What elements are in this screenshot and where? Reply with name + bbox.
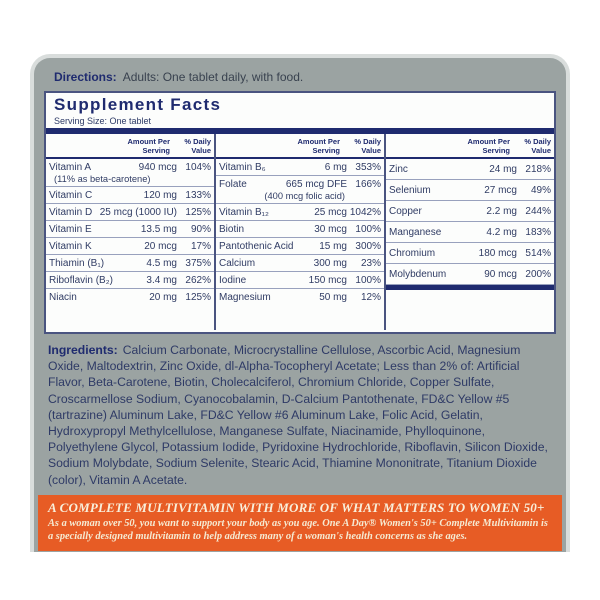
nutrient-amount: 90 mcg bbox=[484, 268, 517, 280]
nutrient-name: Magnesium bbox=[219, 291, 271, 303]
nutrient-name: Iodine bbox=[219, 274, 247, 286]
nutrient-daily-value: 23% bbox=[360, 257, 381, 269]
nutrient-amount: 27 mcg bbox=[484, 184, 517, 196]
nutrient-daily-value: 514% bbox=[525, 247, 551, 259]
directions-label: Directions: bbox=[54, 70, 117, 84]
nutrient-row bbox=[46, 255, 214, 272]
nutrient-daily-value: 100% bbox=[355, 274, 381, 286]
nutrient-row bbox=[216, 159, 384, 176]
nutrient-daily-value: 183% bbox=[525, 226, 551, 238]
column-header bbox=[216, 134, 384, 159]
nutrient-name: Folate bbox=[219, 178, 247, 190]
nutrient-note: (400 mcg folic acid) bbox=[264, 190, 345, 201]
nutrient-name: Biotin bbox=[219, 223, 245, 235]
nutrient-amount: 15 mg bbox=[319, 240, 347, 252]
table-end-bar bbox=[386, 285, 554, 290]
nutrient-amount: 13.5 mg bbox=[140, 223, 177, 235]
amount-per-serving-header: Amount Per Serving bbox=[297, 136, 340, 155]
nutrient-daily-value: 375% bbox=[185, 257, 211, 269]
column-header bbox=[46, 134, 214, 159]
nutrient-row bbox=[216, 289, 384, 305]
nutrient-daily-value: 104% bbox=[185, 161, 211, 173]
nutrient-amount: 25 mcg (1000 IU) bbox=[99, 206, 177, 218]
supplement-label bbox=[30, 54, 570, 552]
nutrient-row bbox=[46, 187, 214, 204]
nutrient-name: Riboflavin (B₂) bbox=[49, 274, 113, 286]
nutrient-name: Vitamin K bbox=[49, 240, 92, 252]
directions-line bbox=[54, 70, 550, 84]
nutrient-rows bbox=[46, 159, 214, 330]
amount-per-serving-header: Amount Per Serving bbox=[467, 136, 510, 155]
banner-title: A COMPLETE MULTIVITAMIN WITH MORE OF WHAT MATTERS TO WOMEN 50+ bbox=[48, 499, 545, 515]
ingredients-label: Ingredients: bbox=[48, 343, 118, 357]
nutrient-row bbox=[216, 255, 384, 272]
nutrient-daily-value: 49% bbox=[530, 184, 551, 196]
nutrient-amount: 30 mcg bbox=[314, 223, 347, 235]
nutrient-row bbox=[386, 222, 554, 243]
nutrient-row bbox=[216, 176, 384, 204]
ingredients-section bbox=[48, 342, 552, 488]
nutrient-name: Pantothenic Acid bbox=[219, 240, 294, 252]
nutrient-row bbox=[216, 272, 384, 289]
nutrient-amount: 665 mcg DFE bbox=[285, 178, 347, 190]
nutrient-row bbox=[386, 159, 554, 180]
nutrient-row bbox=[46, 272, 214, 289]
nutrient-daily-value: 1042% bbox=[349, 206, 381, 218]
nutrient-row bbox=[386, 243, 554, 264]
nutrient-amount: 50 mg bbox=[319, 291, 347, 303]
nutrient-daily-value: 244% bbox=[525, 205, 551, 217]
nutrient-note: (11% as beta-carotene) bbox=[54, 173, 151, 184]
nutrient-amount: 4.2 mg bbox=[486, 226, 517, 238]
nutrient-daily-value: 300% bbox=[355, 240, 381, 252]
marketing-banner bbox=[38, 495, 562, 551]
nutrient-amount: 2.2 mg bbox=[486, 205, 517, 217]
nutrient-rows bbox=[216, 159, 384, 330]
nutrient-name: Chromium bbox=[389, 247, 436, 259]
nutrient-amount: 24 mg bbox=[489, 163, 517, 175]
nutrient-row bbox=[216, 238, 384, 255]
nutrient-daily-value: 17% bbox=[190, 240, 211, 252]
nutrient-name: Vitamin A bbox=[49, 161, 92, 173]
nutrient-amount: 300 mg bbox=[313, 257, 347, 269]
facts-column-1 bbox=[46, 134, 216, 330]
daily-value-header: % Daily Value bbox=[354, 136, 381, 155]
amount-per-serving-header: Amount Per Serving bbox=[127, 136, 170, 155]
nutrient-amount: 120 mg bbox=[143, 189, 177, 201]
nutrient-daily-value: 125% bbox=[185, 291, 211, 303]
nutrient-name: Thiamin (B₁) bbox=[49, 257, 105, 269]
supplement-facts-title: Supplement Facts bbox=[54, 95, 222, 114]
nutrient-row bbox=[46, 159, 214, 187]
nutrient-daily-value: 90% bbox=[190, 223, 211, 235]
nutrient-daily-value: 125% bbox=[185, 206, 211, 218]
directions-text: Adults: One tablet daily, with food. bbox=[122, 70, 304, 84]
nutrient-name: Copper bbox=[389, 205, 422, 217]
nutrient-name: Molybdenum bbox=[389, 268, 447, 280]
nutrient-amount: 180 mcg bbox=[478, 247, 517, 259]
nutrient-name: Selenium bbox=[389, 184, 431, 196]
nutrient-rows bbox=[386, 159, 554, 330]
nutrient-row bbox=[386, 180, 554, 201]
nutrient-amount: 3.4 mg bbox=[146, 274, 177, 286]
serving-size: Serving Size: One tablet bbox=[54, 115, 152, 126]
nutrient-amount: 940 mcg bbox=[138, 161, 177, 173]
nutrient-daily-value: 133% bbox=[185, 189, 211, 201]
nutrient-daily-value: 218% bbox=[525, 163, 551, 175]
nutrient-row bbox=[386, 264, 554, 285]
nutrient-daily-value: 200% bbox=[525, 268, 551, 280]
nutrient-amount: 6 mg bbox=[324, 161, 347, 173]
nutrient-row bbox=[46, 289, 214, 305]
nutrient-amount: 25 mcg bbox=[314, 206, 347, 218]
nutrient-name: Calcium bbox=[219, 257, 256, 269]
facts-columns bbox=[46, 134, 554, 330]
daily-value-header: % Daily Value bbox=[184, 136, 211, 155]
nutrient-row bbox=[216, 204, 384, 221]
nutrient-amount: 4.5 mg bbox=[146, 257, 177, 269]
banner-body: As a woman over 50, you want to support your body as you age. One A Day® Women's 50+ Complete Multivitamin is a specially designed multivitamin to help address many of a woman's health concerns as she ages. bbox=[48, 517, 548, 542]
nutrient-amount: 150 mcg bbox=[308, 274, 347, 286]
facts-column-3 bbox=[386, 134, 554, 330]
nutrient-amount: 20 mg bbox=[149, 291, 177, 303]
nutrient-row bbox=[386, 201, 554, 222]
nutrient-daily-value: 262% bbox=[185, 274, 211, 286]
nutrient-name: Niacin bbox=[49, 291, 77, 303]
nutrient-name: Vitamin C bbox=[49, 189, 93, 201]
nutrient-name: Zinc bbox=[389, 163, 408, 175]
nutrient-daily-value: 353% bbox=[355, 161, 381, 173]
nutrient-name: Vitamin E bbox=[49, 223, 92, 235]
nutrient-row bbox=[46, 221, 214, 238]
nutrient-row bbox=[46, 238, 214, 255]
nutrient-amount: 20 mcg bbox=[144, 240, 177, 252]
nutrient-name: Vitamin B₁₂ bbox=[219, 206, 269, 218]
nutrient-name: Vitamin D bbox=[49, 206, 93, 218]
supplement-facts-panel bbox=[44, 91, 556, 334]
nutrient-daily-value: 12% bbox=[360, 291, 381, 303]
nutrient-row bbox=[216, 221, 384, 238]
ingredients-text: Calcium Carbonate, Microcrystalline Cellulose, Ascorbic Acid, Magnesium Oxide, Maltodextrin, Zinc Oxide, dl-Alpha-Tocopheryl Acetate; Less than 2% of: Artificial Flavor, Beta-Carotene, Biotin, Cholecalciferol, Chromium Chloride, Copper Sulfate, Croscarmellose Sodium, Cyanocobalamin, D-Calcium Pantothenate, FD&C Yellow #5 (tartrazine) Aluminum Lake, FD&C Yellow #6 Aluminum Lake, Folic Acid, Gelatin, Hydroxypropyl Methylcellulose, Manganese Sulfate, Niacinamide, Phylloquinone, Polyethylene Glycol, Potassium Iodide, Pyridoxine Hydrochloride, Riboflavin, Silicon Dioxide, Sodium Molybdate, Sodium Selenite, Stearic Acid, Thiamine Mononitrate, Titanium Dioxide (color), Vitamin A Acetate. bbox=[48, 343, 548, 487]
nutrient-daily-value: 166% bbox=[355, 178, 381, 190]
nutrient-daily-value: 100% bbox=[355, 223, 381, 235]
nutrient-name: Vitamin B₆ bbox=[219, 161, 266, 173]
daily-value-header: % Daily Value bbox=[524, 136, 551, 155]
nutrient-row bbox=[46, 204, 214, 221]
nutrient-name: Manganese bbox=[389, 226, 442, 238]
facts-column-2 bbox=[216, 134, 386, 330]
column-header bbox=[386, 134, 554, 159]
